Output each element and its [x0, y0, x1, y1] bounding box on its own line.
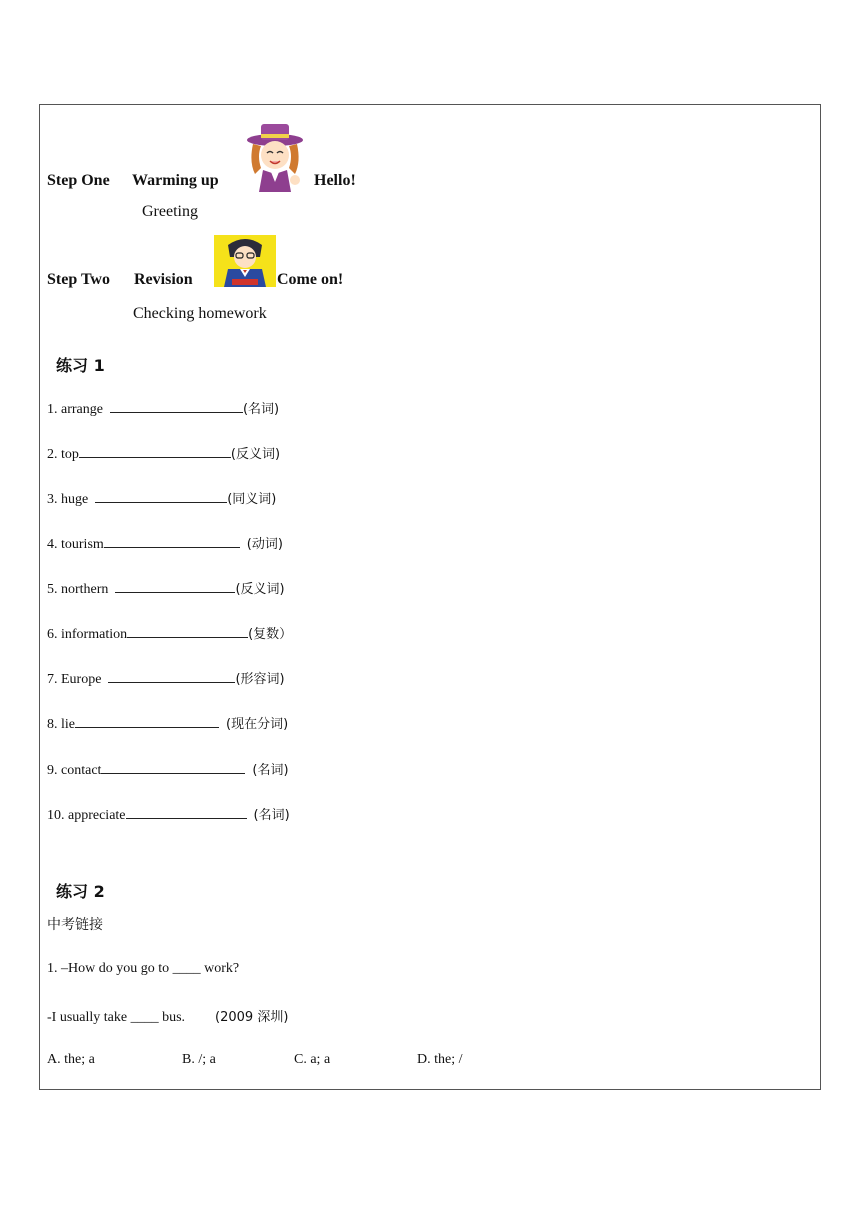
item-word: 9. contact: [47, 763, 102, 778]
exercise-1-item-10: [47, 804, 290, 824]
item-note: (反义词): [230, 447, 281, 462]
item-note: (名词): [253, 808, 290, 823]
item-note: (反义词): [235, 582, 285, 597]
item-word: 3. huge: [47, 492, 89, 507]
item-word: 5. northern: [47, 582, 109, 597]
answer-blank[interactable]: [101, 762, 245, 774]
answer-blank[interactable]: [127, 626, 248, 638]
item-note: (名词): [252, 763, 289, 778]
step-two-label: Step Two: [47, 271, 110, 288]
answer-blank[interactable]: [79, 446, 231, 458]
option-c[interactable]: C. a; a: [294, 1052, 331, 1067]
item-note: (名词): [242, 402, 280, 417]
item-word: 8. lie: [47, 717, 75, 732]
exercise-1-item-2: [47, 443, 280, 463]
answer-blank[interactable]: [95, 491, 227, 503]
exercise-1-item-4: [47, 533, 283, 553]
answer-blank[interactable]: [110, 401, 243, 413]
greeting-text: Greeting: [142, 203, 198, 220]
exam-link-subheading: 中考链接: [47, 917, 103, 933]
detective-cartoon-icon: [214, 235, 276, 287]
item-word: 1. arrange: [47, 402, 103, 417]
question-source: (2009 深圳): [215, 1010, 289, 1025]
question-1-line-1: 1. –How do you go to ____ work?: [47, 961, 240, 976]
answer-blank[interactable]: [104, 536, 240, 548]
item-note: (复数）: [248, 627, 293, 642]
item-note: (动词): [246, 537, 283, 552]
step-one-label: Step One: [47, 172, 110, 189]
question-1-line-2: [47, 1006, 288, 1026]
item-note: (同义词): [227, 492, 277, 507]
exercise-1-item-8: [47, 713, 288, 733]
answer-blank[interactable]: [126, 807, 247, 819]
option-b[interactable]: B. /; a: [182, 1052, 216, 1067]
item-word: 4. tourism: [47, 537, 104, 552]
exercise-1-item-5: [47, 578, 285, 598]
girl-cartoon-icon: [243, 122, 307, 194]
checking-homework-text: Checking homework: [133, 305, 267, 322]
item-note: (现在分词): [226, 717, 289, 732]
option-a[interactable]: A. the; a: [47, 1052, 95, 1067]
exercise-1-item-7: [47, 668, 285, 688]
item-word: 2. top: [47, 447, 79, 462]
item-word: 6. information: [47, 627, 128, 642]
option-d[interactable]: D. the; /: [417, 1052, 463, 1067]
exercise-2-heading: 练习 2: [56, 882, 105, 901]
step-one-title: Warming up: [132, 172, 219, 189]
exercise-1-item-6: [47, 623, 292, 643]
answer-blank[interactable]: [75, 716, 219, 728]
exercise-1-heading: 练习 1: [56, 356, 105, 375]
item-word: 7. Europe: [47, 672, 102, 687]
answer-blank[interactable]: [115, 581, 235, 593]
item-note: (形容词): [235, 672, 285, 687]
hello-text: Hello!: [314, 172, 356, 189]
exercise-1-item-3: [47, 488, 276, 508]
item-word: 10. appreciate: [47, 808, 126, 823]
question-text: -I usually take ____ bus.: [47, 1010, 186, 1025]
exercise-1-item-9: [47, 759, 289, 779]
step-two-title: Revision: [134, 271, 193, 288]
answer-blank[interactable]: [108, 671, 235, 683]
come-on-text: Come on!: [277, 271, 344, 288]
exercise-1-item-1: [47, 398, 279, 418]
